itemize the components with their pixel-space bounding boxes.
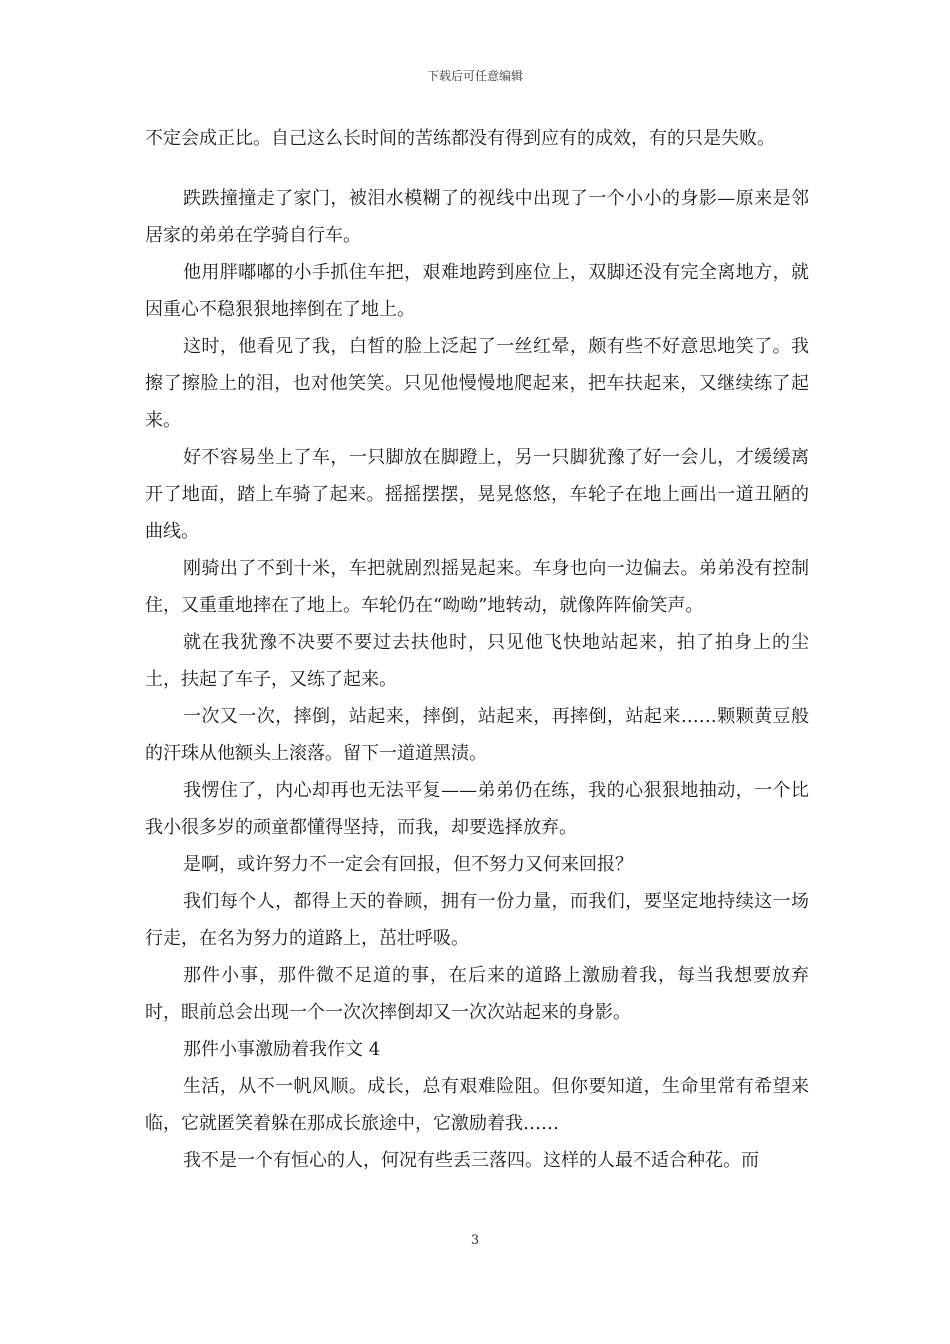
paragraph-3: 他用胖嘟嘟的小手抓住车把，艰难地跨到座位上，双脚还没有完全离地方，就因重心不稳狠狠地摔倒在了地上。 bbox=[145, 262, 809, 320]
paragraph-7: 就在我犹豫不决要不要过去扶他时，只见他飞快地站起来，拍了拍身上的尘土，扶起了车子，又练了起来。 bbox=[145, 632, 809, 690]
page-header: 下载后可任意编辑 bbox=[426, 69, 523, 83]
section-title: 那件小事激励着我作文 4 bbox=[183, 1039, 381, 1060]
paragraph-10: 是啊，或许努力不一定会有回报，但不努力又何来回报？ bbox=[183, 854, 633, 875]
paragraph-14: 我不是一个有恒心的人，何况有些丢三落四。这样的人最不适合种花。而 bbox=[183, 1150, 759, 1171]
page-number: 3 bbox=[470, 1233, 480, 1248]
paragraph-2: 跌跌撞撞走了家门，被泪水模糊了的视线中出现了一个小小的身影—原来是邻居家的弟弟在学骑自行车。 bbox=[145, 188, 809, 246]
paragraph-6: 刚骑出了不到十米，车把就剧烈摇晃起来。车身也向一边偏去。弟弟没有控制住，又重重地摔在了地上。车轮仍在“呦呦”地转动，就像阵阵偷笑声。 bbox=[145, 558, 809, 616]
paragraph-4: 这时，他看见了我，白皙的脸上泛起了一丝红晕，颇有些不好意思地笑了。我擦了擦脸上的泪，也对他笑笑。只见他慢慢地爬起来，把车扶起来，又继续练了起来。 bbox=[145, 336, 809, 431]
paragraph-8: 一次又一次，摔倒，站起来，摔倒，站起来，再摔倒，站起来……颗颗黄豆般的汗珠从他额头上滚落。留下一道道黑渍。 bbox=[145, 706, 809, 764]
paragraph-12: 那件小事，那件微不足道的事，在后来的道路上激励着我，每当我想要放弃时，眼前总会出现一个一次次摔倒却又一次次站起来的身影。 bbox=[145, 965, 809, 1023]
document-body bbox=[145, 120, 809, 1179]
paragraph-13: 生活，从不一帆风顺。成长，总有艰难险阻。但你要知道，生命里常有希望来临，它就匿笑着躲在那成长旅途中，它激励着我…… bbox=[145, 1076, 809, 1134]
paragraph-5: 好不容易坐上了车，一只脚放在脚蹬上，另一只脚犹豫了好一会儿，才缓缓离开了地面，踏上车骑了起来。摇摇摆摆，晃晃悠悠，车轮子在地上画出一道丑陋的曲线。 bbox=[145, 447, 809, 542]
paragraph-9: 我愣住了，内心却再也无法平复——弟弟仍在练，我的心狠狠地抽动，一个比我小很多岁的顽童都懂得坚持，而我，却要选择放弃。 bbox=[145, 780, 809, 838]
paragraph-11: 我们每个人，都得上天的眷顾，拥有一份力量，而我们，要坚定地持续这一场行走，在名为努力的道路上，茁壮呼吸。 bbox=[145, 891, 809, 949]
paragraph-1: 不定会成正比。自己这么长时间的苦练都没有得到应有的成效，有的只是失败。 bbox=[145, 128, 775, 149]
